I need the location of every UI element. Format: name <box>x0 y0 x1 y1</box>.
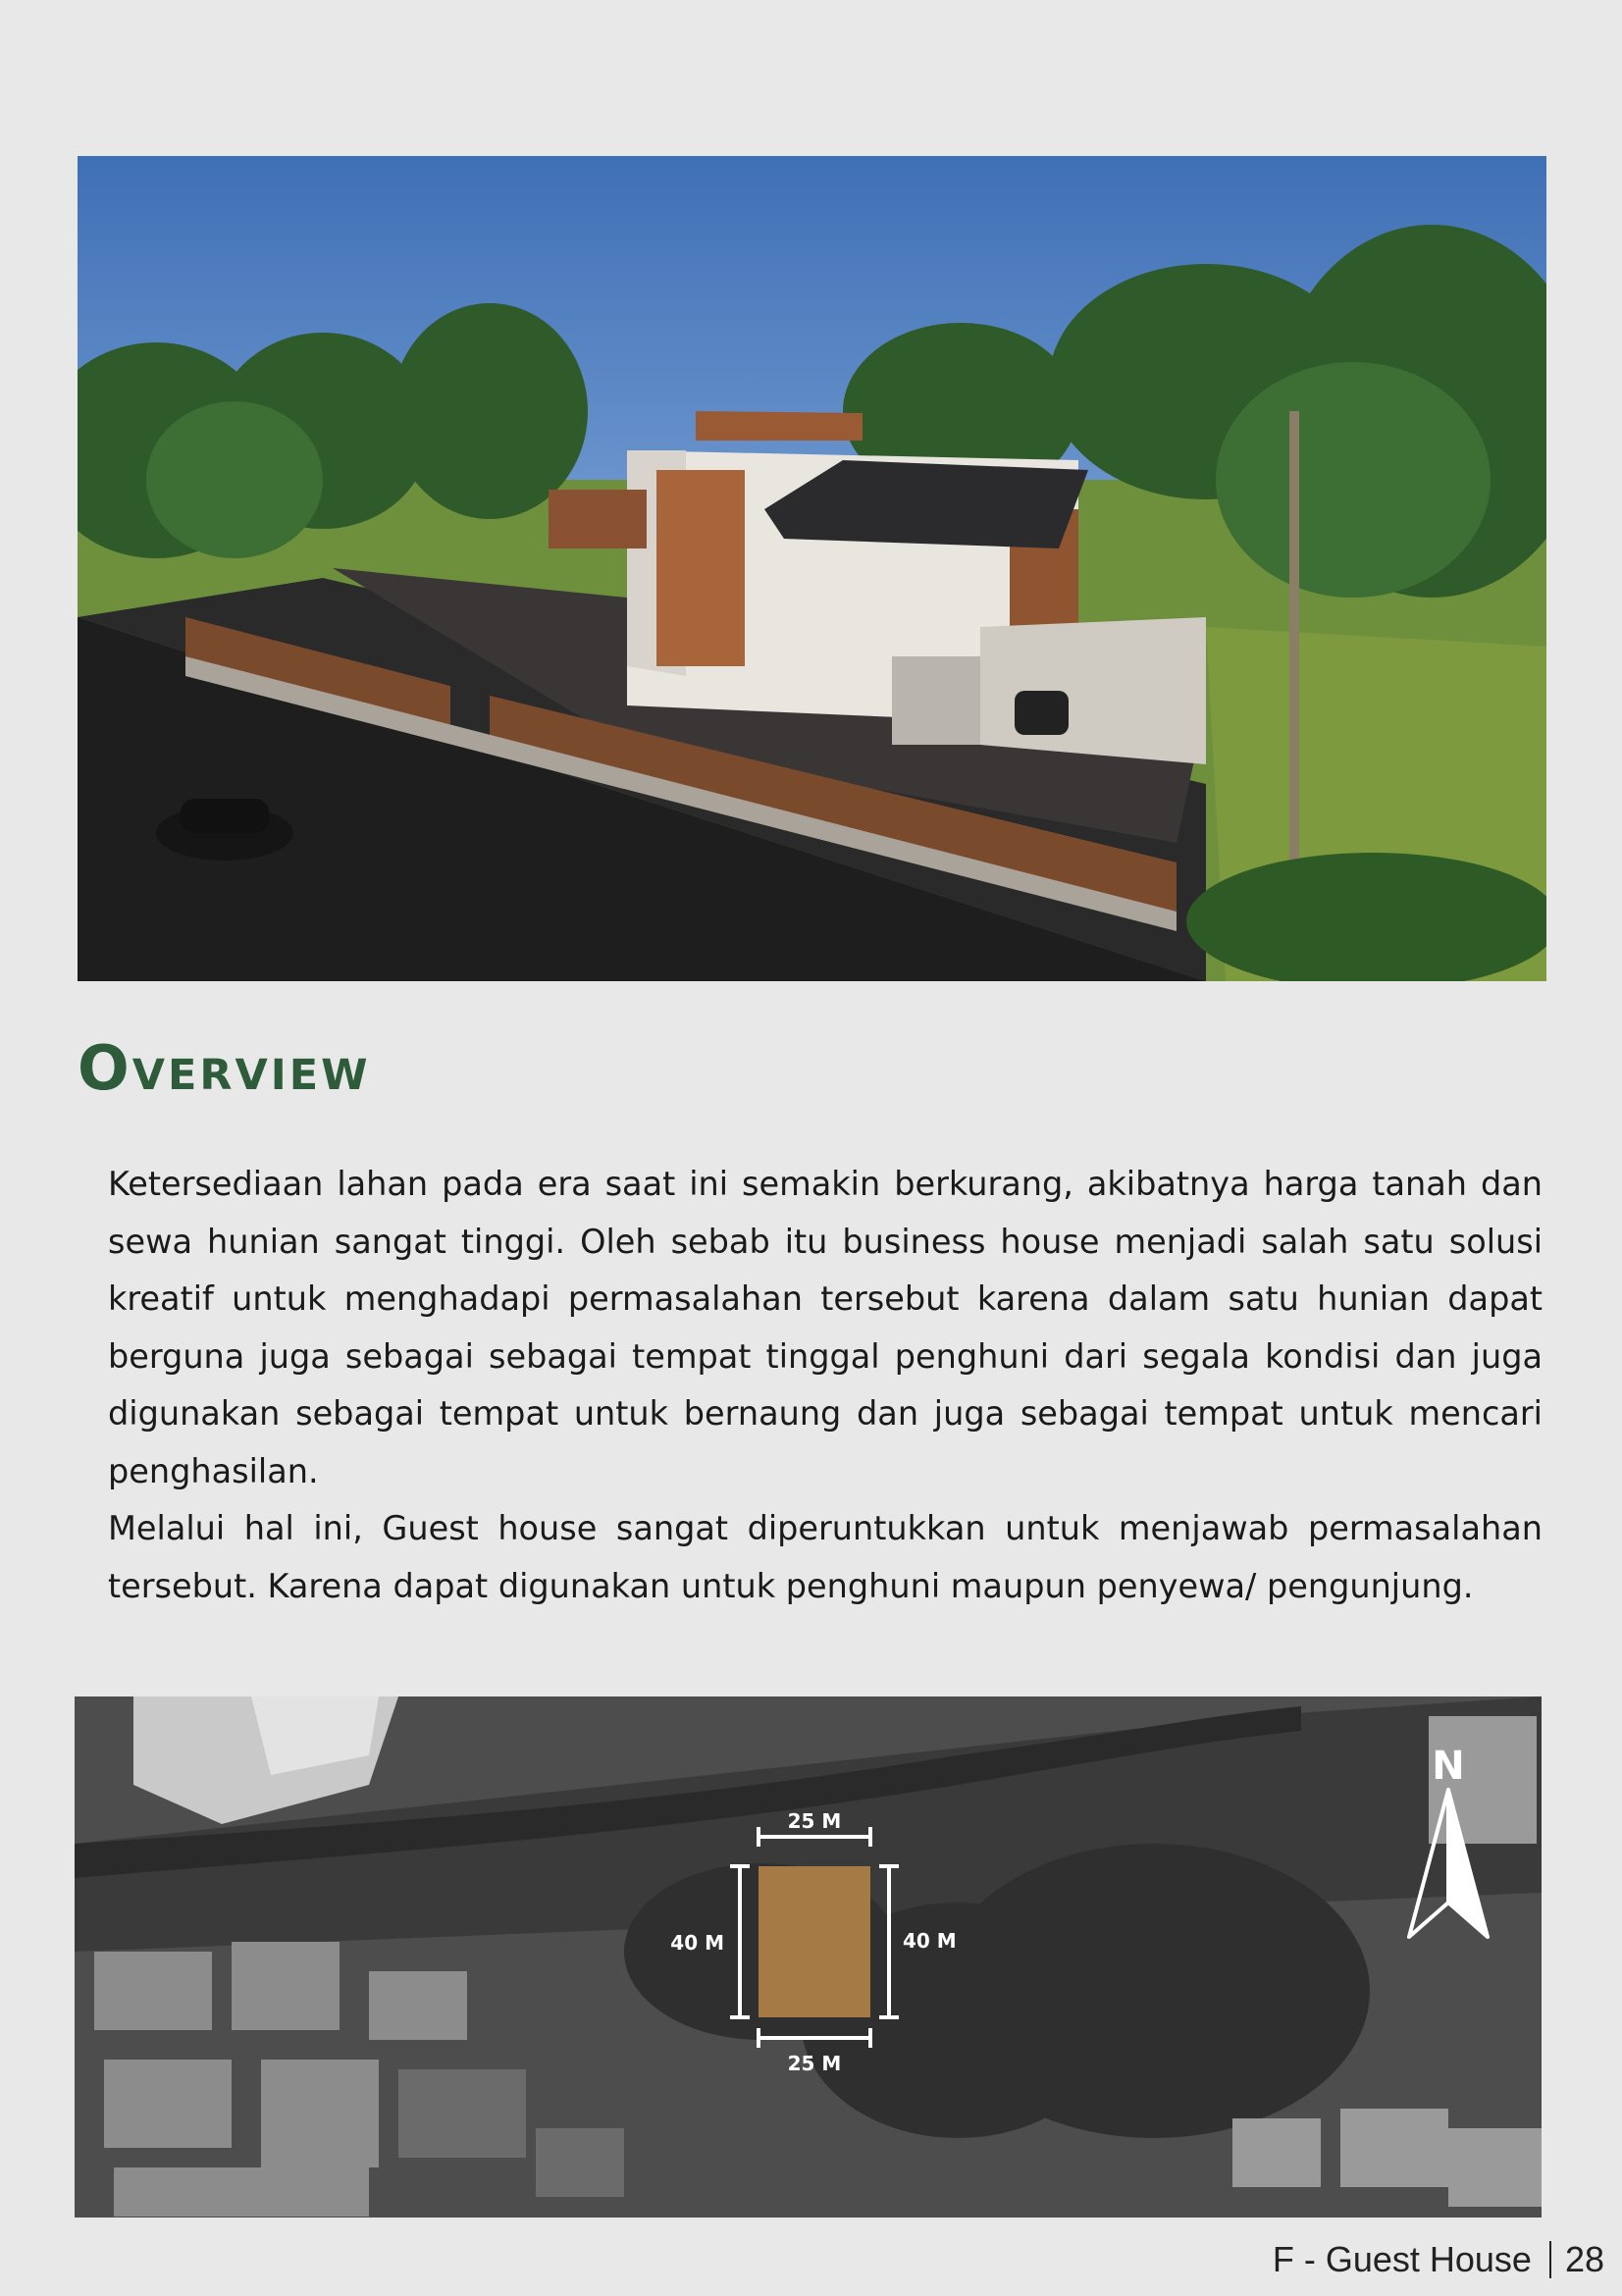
architectural-render-image <box>78 156 1546 981</box>
page-footer <box>1273 2239 1604 2280</box>
overview-paragraph-2: Melalui hal ini, Guest house sangat diperuntukkan untuk menjawab permasalahan tersebut. Karena dapat digunakan untuk penghuni maupun penyewa/ pengunjung. <box>108 1509 1543 1605</box>
section-heading: Overview <box>78 1032 371 1104</box>
north-label: N <box>1432 1744 1465 1789</box>
dimension-label-left: 40 M <box>670 1931 724 1955</box>
dimension-label-top: 25 M <box>787 1809 842 1833</box>
dimension-label-right: 40 M <box>903 1929 957 1953</box>
footer-section-title: F - Guest House <box>1272 2239 1532 2279</box>
overview-paragraph-1: Ketersediaan lahan pada era saat ini semakin berkurang, akibatnya harga tanah dan sewa hunian sangat tinggi. Oleh sebab itu business house menjadi salah satu solusi kreatif untuk menghadapi permasalahan tersebut karena dalam satu hunian dapat berguna juga sebagai sebagai tempat tinggal penghuni dari segala kondisi dan juga digunakan sebagai tempat untuk bernaung dan juga sebagai tempat untuk mencari penghasilan. <box>108 1165 1543 1490</box>
aerial-site-map <box>75 1696 1542 2218</box>
footer-divider <box>1549 2241 1551 2278</box>
page-number: 28 <box>1564 2239 1604 2279</box>
dimension-label-bottom: 25 M <box>787 2052 842 2075</box>
overview-body <box>108 1156 1543 1615</box>
